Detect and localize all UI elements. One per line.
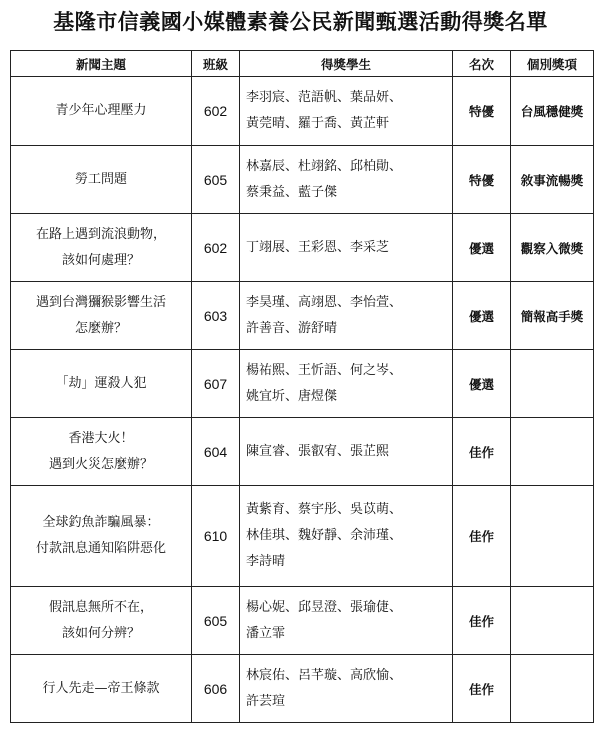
table-row [11,418,594,486]
topic-cell [11,486,192,587]
topic-line: 假訊息無所不在， [48,599,153,615]
students-line: 蔡秉益、藍子傑 [246,184,338,200]
class-cell: 604 [192,418,240,486]
students-cell [240,350,453,418]
students-line: 黃莞晴、羅于喬、黃芷軒 [246,116,390,131]
students-line: 丁翊展、王彩恩、李采芝 [246,239,390,255]
rank-cell: 佳作 [453,587,511,655]
awards-table [10,50,594,723]
class-cell: 606 [192,655,240,723]
topic-line: 在路上遇到流浪動物， [35,226,166,242]
class-cell: 603 [192,282,240,350]
rank-cell: 優選 [453,282,511,350]
students-line: 許芸瑄 [246,693,286,709]
header-award: 個別獎項 [511,51,594,77]
topic-line: 怎麼辦？ [74,320,127,336]
award-cell [511,418,594,486]
topic-line: 該如何處理？ [61,252,140,268]
topic-line: 該如何分辨？ [61,625,140,641]
table-row [11,587,594,655]
class-cell: 605 [192,146,240,214]
students-line: 林佳琪、魏妤靜、余沛瑾、 [246,528,403,543]
header-topic: 新聞主題 [11,51,192,77]
rank-cell: 佳作 [453,418,511,486]
topic-cell [11,655,192,723]
topic-cell [11,587,192,655]
class-cell: 602 [192,77,240,146]
rank-cell: 優選 [453,214,511,282]
students-cell [240,486,453,587]
students-line: 李詩晴 [246,554,286,569]
students-cell [240,587,453,655]
topic-line: 行人先走—帝王條款 [42,680,160,696]
award-cell [511,587,594,655]
students-line: 黃紫育、蔡宇彤、吳苡萌、 [246,502,403,517]
topic-line: 勞工問題 [74,171,127,187]
topic-cell [11,146,192,214]
award-cell [511,655,594,723]
class-cell: 602 [192,214,240,282]
rank-cell: 特優 [453,146,511,214]
topic-cell [11,77,192,146]
students-line: 林宸佑、呂芊璇、高欣愉、 [246,667,403,683]
table-row [11,214,594,282]
students-line: 潘立霏 [246,625,286,641]
class-cell: 605 [192,587,240,655]
students-cell [240,418,453,486]
award-cell: 觀察入微獎 [511,214,594,282]
rank-cell: 優選 [453,350,511,418]
students-cell [240,146,453,214]
topic-line: 全球釣魚詐騙風暴： [42,515,160,530]
students-line: 許善音、游舒晴 [246,320,338,336]
table-row [11,146,594,214]
students-line: 李羽宸、范語帆、葉品妍、 [246,90,403,105]
table-row [11,655,594,723]
students-line: 姚宜圻、唐煜傑 [246,388,338,404]
topic-line: 遇到台灣獼猴影響生活 [35,294,166,310]
page-title: 基隆市信義國小媒體素養公民新聞甄選活動得獎名單 [53,10,548,34]
class-cell: 610 [192,486,240,587]
table-row [11,486,594,587]
header-rank: 名次 [453,51,511,77]
award-cell: 簡報高手獎 [511,282,594,350]
rank-cell: 佳作 [453,486,511,587]
header-students: 得獎學生 [240,51,453,77]
topic-cell [11,350,192,418]
award-cell: 敘事流暢獎 [511,146,594,214]
topic-cell [11,282,192,350]
award-cell [511,486,594,587]
table-header-row [11,51,594,77]
rank-cell: 佳作 [453,655,511,723]
rank-cell: 特優 [453,77,511,146]
class-cell: 607 [192,350,240,418]
topic-cell [11,214,192,282]
students-cell [240,214,453,282]
topic-line: 遇到火災怎麼辦？ [48,456,153,472]
students-line: 陳宣睿、張叡宥、張芷熙 [246,443,390,459]
students-cell [240,282,453,350]
topic-line: 付款訊息通知陷阱惡化 [35,541,166,556]
table-row [11,282,594,350]
topic-line: 香港大火！ [68,430,134,446]
topic-line: 「劫」運殺人犯 [55,375,147,391]
table-row [11,350,594,418]
topic-line: 青少年心理壓力 [55,103,147,118]
students-line: 楊心妮、邱昱澄、張瑜倢、 [246,599,403,615]
students-cell [240,655,453,723]
header-class: 班級 [192,51,240,77]
award-cell: 台風穩健獎 [511,77,594,146]
award-cell [511,350,594,418]
table-row [11,77,594,146]
students-line: 林嘉辰、杜翊銘、邱柏勛、 [246,158,403,174]
students-line: 李昊瑾、高翊恩、李怡萱、 [246,294,403,310]
students-line: 楊祐熙、王忻語、何之岑、 [246,362,403,378]
topic-cell [11,418,192,486]
students-cell [240,77,453,146]
